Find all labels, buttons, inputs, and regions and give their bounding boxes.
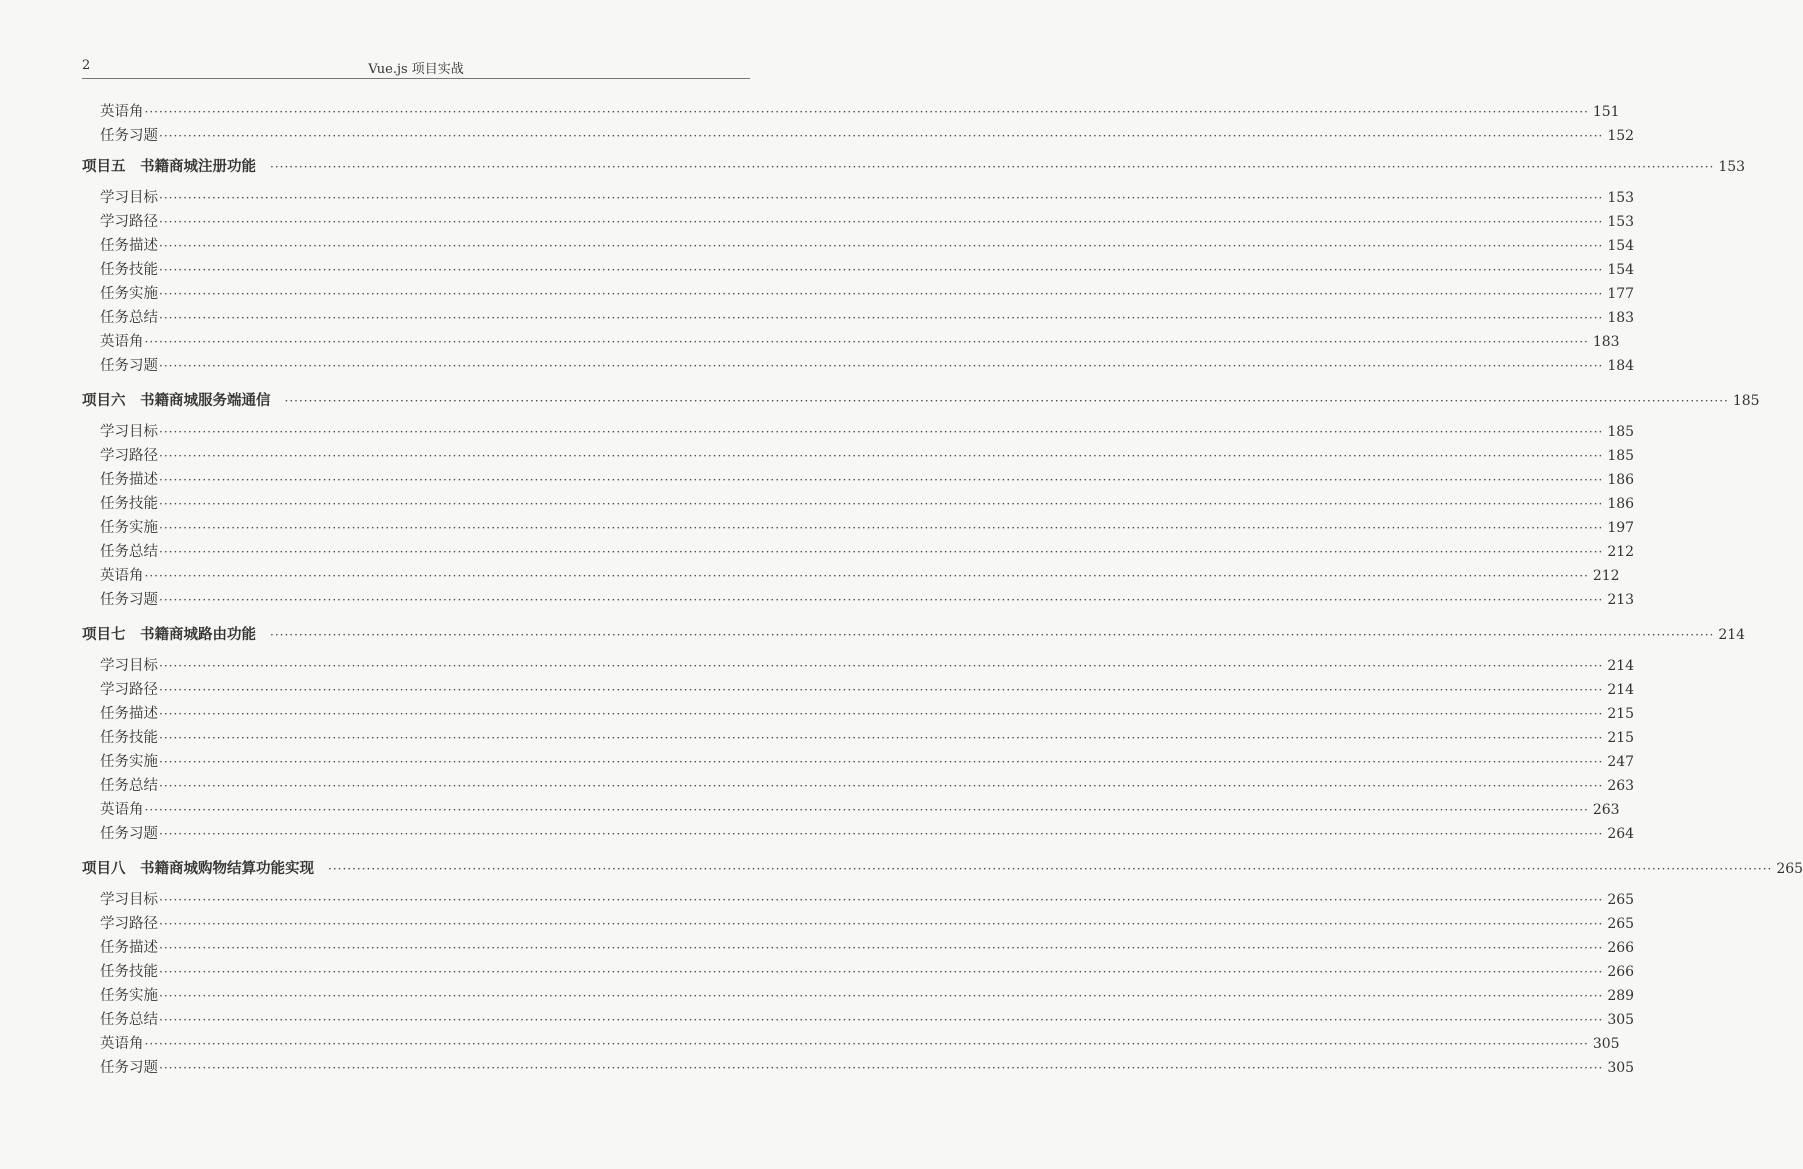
toc-page-number: 305 (1607, 1012, 1635, 1028)
toc-page-number: 183 (1592, 334, 1620, 350)
toc-entry-title: 项目八 书籍商城购物结算功能实现 (82, 861, 314, 877)
toc-section-entry[interactable] (82, 984, 1635, 1008)
toc-entry-title: 学习目标 (100, 424, 158, 440)
toc-entry-title: 任务总结 (100, 544, 158, 560)
toc-section-entry[interactable] (82, 912, 1635, 936)
toc-entry-title: 任务技能 (100, 964, 158, 980)
toc-entry-title: 学习目标 (100, 892, 158, 908)
toc-entry-title: 学习路径 (100, 214, 158, 230)
toc-section-entry[interactable] (82, 234, 1635, 258)
toc-entry-title: 学习路径 (100, 916, 158, 932)
dot-leader: ············································································································································································································································································································ (270, 160, 1715, 174)
dot-leader: ············································································································································································································································································································ (159, 425, 1604, 439)
toc-page-number: 305 (1592, 1036, 1620, 1052)
toc-page-number: 154 (1607, 262, 1635, 278)
dot-leader: ············································································································································································································································································································ (159, 755, 1604, 769)
toc-page-number: 185 (1607, 448, 1635, 464)
toc-section-entry[interactable] (82, 822, 1635, 846)
toc-chapter-entry[interactable] (82, 386, 1760, 416)
toc-entry-title: 任务描述 (100, 706, 158, 722)
dot-leader: ············································································································································································································································································································ (144, 1037, 1589, 1051)
toc-entry-title: 任务总结 (100, 1012, 158, 1028)
toc-entry-title: 任务习题 (100, 128, 158, 144)
dot-leader: ············································································································································································································································································································ (159, 545, 1604, 559)
toc-entry-title: 任务实施 (100, 520, 158, 536)
toc-section-entry[interactable] (82, 798, 1620, 822)
toc-section-entry[interactable] (82, 186, 1635, 210)
toc-page-number: 265 (1607, 916, 1635, 932)
table-of-contents (82, 100, 1803, 1080)
toc-section-entry[interactable] (82, 354, 1635, 378)
toc-section-entry[interactable] (82, 678, 1635, 702)
toc-page-number: 305 (1607, 1060, 1635, 1076)
toc-entry-title: 英语角 (100, 568, 144, 584)
dot-leader: ············································································································································································································································································································ (159, 521, 1604, 535)
dot-leader: ············································································································································································································································································································ (159, 1061, 1604, 1075)
toc-page-number: 265 (1776, 861, 1803, 877)
toc-section-entry[interactable] (82, 750, 1635, 774)
toc-page-number: 214 (1607, 682, 1635, 698)
toc-section-entry[interactable] (82, 1056, 1635, 1080)
toc-section-entry[interactable] (82, 540, 1635, 564)
dot-leader: ············································································································································································································································································································ (159, 129, 1604, 143)
toc-page-number: 153 (1607, 190, 1635, 206)
toc-page-number: 289 (1607, 988, 1635, 1004)
toc-section-entry[interactable] (82, 588, 1635, 612)
page-header (82, 56, 750, 79)
toc-section-entry[interactable] (82, 774, 1635, 798)
toc-entry-title: 任务总结 (100, 778, 158, 794)
toc-section-entry[interactable] (82, 726, 1635, 750)
toc-entry-title: 任务习题 (100, 592, 158, 608)
dot-leader: ············································································································································································································································································································ (159, 827, 1604, 841)
dot-leader: ············································································································································································································································································································ (159, 239, 1604, 253)
dot-leader: ············································································································································································································································································································ (159, 779, 1604, 793)
toc-page-number: 266 (1607, 964, 1635, 980)
dot-leader: ············································································································································································································································································································ (159, 941, 1604, 955)
toc-section-entry[interactable] (82, 702, 1635, 726)
toc-entry-title: 任务习题 (100, 826, 158, 842)
toc-page-number: 264 (1607, 826, 1635, 842)
toc-entry-title: 任务描述 (100, 238, 158, 254)
toc-entry-title: 任务习题 (100, 1060, 158, 1076)
dot-leader: ············································································································································································································································································································ (159, 965, 1604, 979)
toc-page-number: 214 (1718, 627, 1746, 643)
toc-section-entry[interactable] (82, 258, 1635, 282)
toc-page-number: 263 (1607, 778, 1635, 794)
dot-leader: ············································································································································································································································································································ (159, 917, 1604, 931)
toc-section-entry[interactable] (82, 306, 1635, 330)
dot-leader: ············································································································································································································································································································ (159, 731, 1604, 745)
toc-page-number: 265 (1607, 892, 1635, 908)
toc-section-entry[interactable] (82, 124, 1635, 148)
toc-page-number: 213 (1607, 592, 1635, 608)
toc-page-number: 215 (1607, 706, 1635, 722)
toc-page-number: 212 (1607, 544, 1635, 560)
toc-entry-title: 任务总结 (100, 310, 158, 326)
page-number: 2 (82, 58, 91, 73)
toc-page-number: 151 (1592, 104, 1620, 120)
toc-page-number: 184 (1607, 358, 1635, 374)
dot-leader: ············································································································································································································································································································ (328, 862, 1773, 876)
toc-section-entry[interactable] (82, 492, 1635, 516)
toc-entry-title: 项目七 书籍商城路由功能 (82, 627, 256, 643)
dot-leader: ············································································································································································································································································································ (144, 105, 1589, 119)
toc-section-entry[interactable] (82, 1032, 1620, 1056)
toc-page-number: 185 (1732, 393, 1760, 409)
dot-leader: ············································································································································································································································································································ (270, 628, 1715, 642)
toc-entry-title: 任务习题 (100, 358, 158, 374)
toc-page-number: 177 (1607, 286, 1635, 302)
toc-entry-title: 学习目标 (100, 190, 158, 206)
toc-section-entry[interactable] (82, 330, 1620, 354)
toc-entry-title: 任务实施 (100, 754, 158, 770)
dot-leader: ············································································································································································································································································································ (159, 659, 1604, 673)
toc-section-entry[interactable] (82, 420, 1635, 444)
dot-leader: ············································································································································································································································································································ (144, 569, 1589, 583)
toc-entry-title: 项目五 书籍商城注册功能 (82, 159, 256, 175)
dot-leader: ············································································································································································································································································································ (159, 191, 1604, 205)
toc-page-number: 185 (1607, 424, 1635, 440)
toc-entry-title: 任务技能 (100, 262, 158, 278)
toc-page-number: 153 (1718, 159, 1746, 175)
toc-entry-title: 项目六 书籍商城服务端通信 (82, 393, 271, 409)
toc-section-entry[interactable] (82, 936, 1635, 960)
toc-chapter-entry[interactable] (82, 620, 1746, 650)
toc-section-entry[interactable] (82, 564, 1620, 588)
toc-entry-title: 任务描述 (100, 940, 158, 956)
toc-section-entry[interactable] (82, 888, 1635, 912)
toc-page-number: 214 (1607, 658, 1635, 674)
dot-leader: ············································································································································································································································································································ (159, 893, 1604, 907)
toc-page-number: 186 (1607, 472, 1635, 488)
toc-section-entry[interactable] (82, 100, 1620, 124)
dot-leader: ············································································································································································································································································································ (159, 593, 1604, 607)
dot-leader: ············································································································································································································································································································ (159, 287, 1604, 301)
toc-section-entry[interactable] (82, 468, 1635, 492)
dot-leader: ············································································································································································································································································································ (159, 263, 1604, 277)
toc-section-entry[interactable] (82, 210, 1635, 234)
toc-section-entry[interactable] (82, 516, 1635, 540)
toc-entry-title: 学习目标 (100, 658, 158, 674)
toc-entry-title: 英语角 (100, 802, 144, 818)
dot-leader: ············································································································································································································································································································ (159, 989, 1604, 1003)
toc-section-entry[interactable] (82, 282, 1635, 306)
dot-leader: ············································································································································································································································································································ (159, 359, 1604, 373)
dot-leader: ············································································································································································································································································································ (159, 497, 1604, 511)
toc-page-number: 197 (1607, 520, 1635, 536)
dot-leader: ············································································································································································································································································································ (144, 803, 1589, 817)
dot-leader: ············································································································································································································································································································ (159, 683, 1604, 697)
toc-page-number: 215 (1607, 730, 1635, 746)
toc-entry-title: 英语角 (100, 104, 144, 120)
toc-page-number: 247 (1607, 754, 1635, 770)
toc-page-number: 212 (1592, 568, 1620, 584)
dot-leader: ············································································································································································································································································································ (159, 311, 1604, 325)
toc-chapter-entry[interactable] (82, 152, 1746, 182)
toc-page-number: 154 (1607, 238, 1635, 254)
dot-leader: ············································································································································································································································································································ (284, 394, 1729, 408)
toc-entry-title: 任务实施 (100, 286, 158, 302)
toc-entry-title: 任务实施 (100, 988, 158, 1004)
toc-entry-title: 学习路径 (100, 448, 158, 464)
dot-leader: ············································································································································································································································································································ (159, 215, 1604, 229)
toc-entry-title: 英语角 (100, 334, 144, 350)
toc-section-entry[interactable] (82, 654, 1635, 678)
dot-leader: ············································································································································································································································································································ (144, 335, 1589, 349)
toc-page-number: 152 (1607, 128, 1635, 144)
dot-leader: ············································································································································································································································································································ (159, 707, 1604, 721)
toc-chapter-entry[interactable] (82, 854, 1803, 884)
running-title: Vue.js 项目实战 (368, 62, 464, 77)
dot-leader: ············································································································································································································································································································ (159, 473, 1604, 487)
toc-page-number: 263 (1592, 802, 1620, 818)
toc-section-entry[interactable] (82, 444, 1635, 468)
toc-section-entry[interactable] (82, 960, 1635, 984)
toc-page-number: 186 (1607, 496, 1635, 512)
toc-entry-title: 学习路径 (100, 682, 158, 698)
toc-page-number: 153 (1607, 214, 1635, 230)
toc-entry-title: 任务描述 (100, 472, 158, 488)
toc-page-number: 266 (1607, 940, 1635, 956)
toc-section-entry[interactable] (82, 1008, 1635, 1032)
dot-leader: ············································································································································································································································································································ (159, 1013, 1604, 1027)
toc-entry-title: 任务技能 (100, 496, 158, 512)
dot-leader: ············································································································································································································································································································ (159, 449, 1604, 463)
toc-entry-title: 英语角 (100, 1036, 144, 1052)
toc-entry-title: 任务技能 (100, 730, 158, 746)
toc-page-number: 183 (1607, 310, 1635, 326)
